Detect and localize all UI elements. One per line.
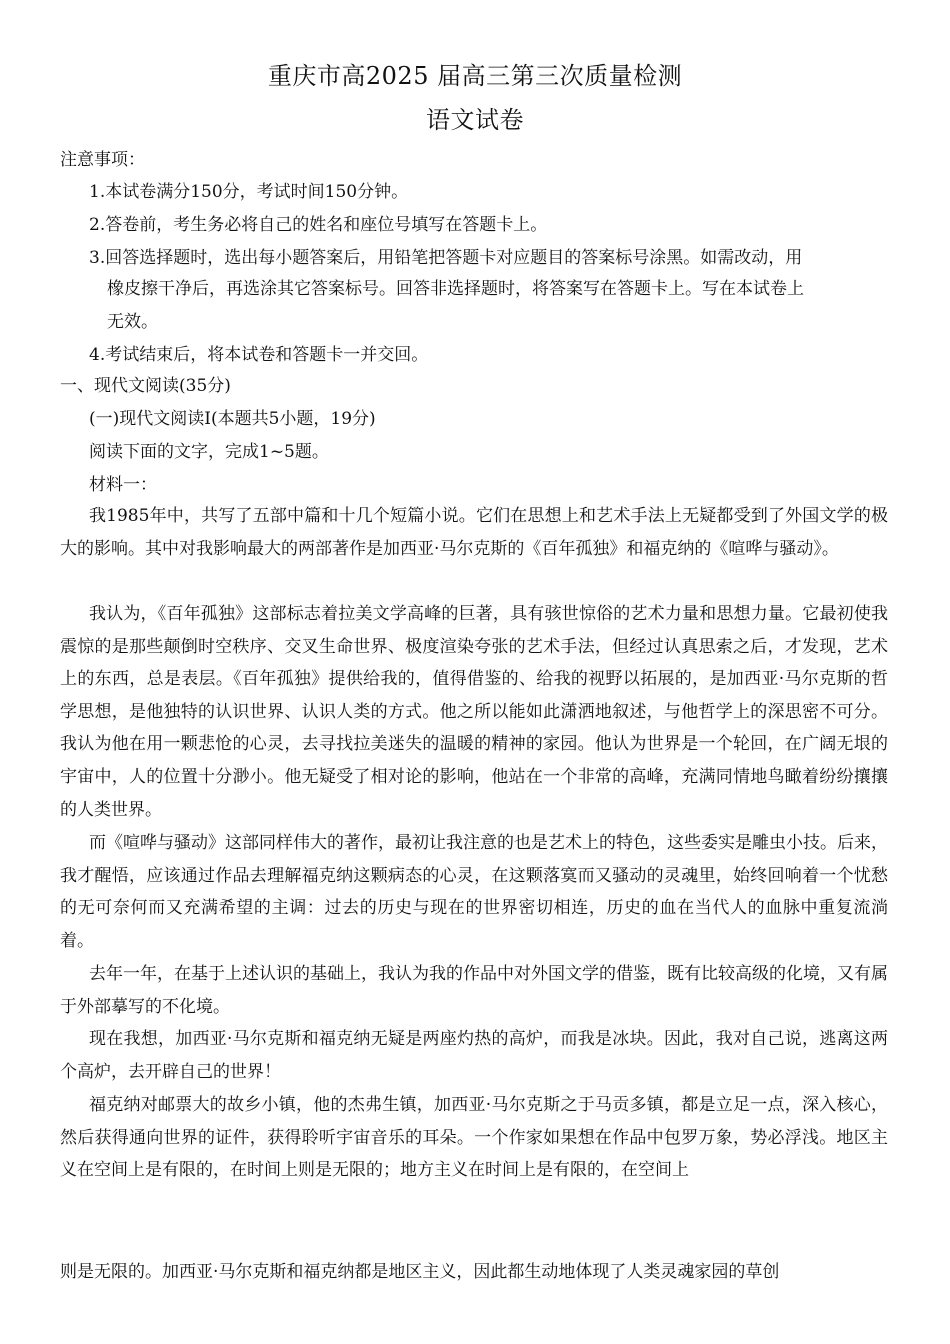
passage-continuation: 则是无限的。加西亚·马尔克斯和福克纳都是地区主义，因此都生动地体现了人类灵魂家园的草创 — [60, 1262, 780, 1282]
passage-paragraph: 现在我想，加西亚·马尔克斯和福克纳无疑是两座灼热的高炉，而我是冰块。因此，我对自己说，逃离这两个高炉，去开辟自己的世界！ — [60, 1029, 888, 1082]
passage-paragraph: 而《喧哗与骚动》这部同样伟大的著作，最初让我注意的也是艺术上的特色，这些委实是雕虫小技。后来，我才醒悟，应该通过作品去理解福克纳这颗病态的心灵，在这颗落寞而又骚动的灵魂里，始终回响着一个忧愁的无可奈何而又充满希望的主调：过去的历史与现在的世界密切相连，历史的血在当代人的血脉中重复流淌着。 — [60, 833, 888, 951]
section-heading: 一、现代文阅读(35分) — [60, 376, 231, 396]
section-instruction: 阅读下面的文字，完成1~5题。 — [89, 442, 329, 462]
section-subheading: (一)现代文阅读Ⅰ(本题共5小题，19分) — [89, 409, 376, 429]
material-label: 材料一： — [89, 475, 157, 495]
passage-paragraph: 我认为，《百年孤独》这部标志着拉美文学高峰的巨著，具有骇世惊俗的艺术力量和思想力量。它最初使我震惊的是那些颠倒时空秩序、交叉生命世界、极度渲染夸张的艺术手法，但经过认真思索之后，才发现，艺术上的东西，总是表层。《百年孤独》提供给我的，值得借鉴的、给我的视野以拓展的，是加西亚·马尔克斯的哲学思想，是他独特的认识世界、认识人类的方式。他之所以能如此潇洒地叙述，与他哲学上的深思密不可分。我认为他在用一颗悲怆的心灵，去寻找拉美迷失的温暖的精神的家园。他认为世界是一个轮回，在广阔无垠的宇宙中，人的位置十分渺小。他无疑受了相对论的影响，他站在一个非常的高峰，充满同情地鸟瞰着纷纷攘攘的人类世界。 — [60, 604, 888, 820]
notice-heading: 注意事项： — [60, 150, 145, 170]
exam-subtitle: 语文试卷 — [426, 106, 524, 134]
passage-paragraph: 去年一年，在基于上述认识的基础上，我认为我的作品中对外国文学的借鉴，既有比较高级的化境，又有属于外部摹写的不化境。 — [60, 964, 888, 1017]
passage-paragraph: 我1985年中，共写了五部中篇和十几个短篇小说。它们在思想上和艺术手法上无疑都受到了外国文学的极大的影响。其中对我影响最大的两部著作是加西亚·马尔克斯的《百年孤独》和福克纳的《喧哗与骚动》。 — [60, 506, 888, 559]
notice-item: 1.本试卷满分150分，考试时间150分钟。 — [89, 182, 409, 202]
passage-paragraph: 福克纳对邮票大的故乡小镇，他的杰弗生镇，加西亚·马尔克斯之于马贡多镇，都是立足一点，深入核心，然后获得通向世界的证件，获得聆听宇宙音乐的耳朵。一个作家如果想在作品中包罗万象，势必浮浅。地区主义在空间上是有限的，在时间上则是无限的；地方主义在时间上是有限的，在空间上 — [60, 1095, 888, 1181]
notice-item: 4.考试结束后，将本试卷和答题卡一并交回。 — [89, 345, 429, 365]
notice-item-continued: 橡皮擦干净后，再选涂其它答案标号。回答非选择题时，将答案写在答题卡上。写在本试卷上 — [107, 279, 804, 299]
notice-item: 2.答卷前，考生务必将自己的姓名和座位号填写在答题卡上。 — [89, 215, 548, 235]
notice-item: 3.回答选择题时，选出每小题答案后，用铅笔把答题卡对应题目的答案标号涂黑。如需改动，用 — [89, 248, 803, 268]
exam-title: 重庆市高2025 届高三第三次质量检测 — [267, 62, 683, 90]
notice-item-continued: 无效。 — [107, 312, 158, 332]
